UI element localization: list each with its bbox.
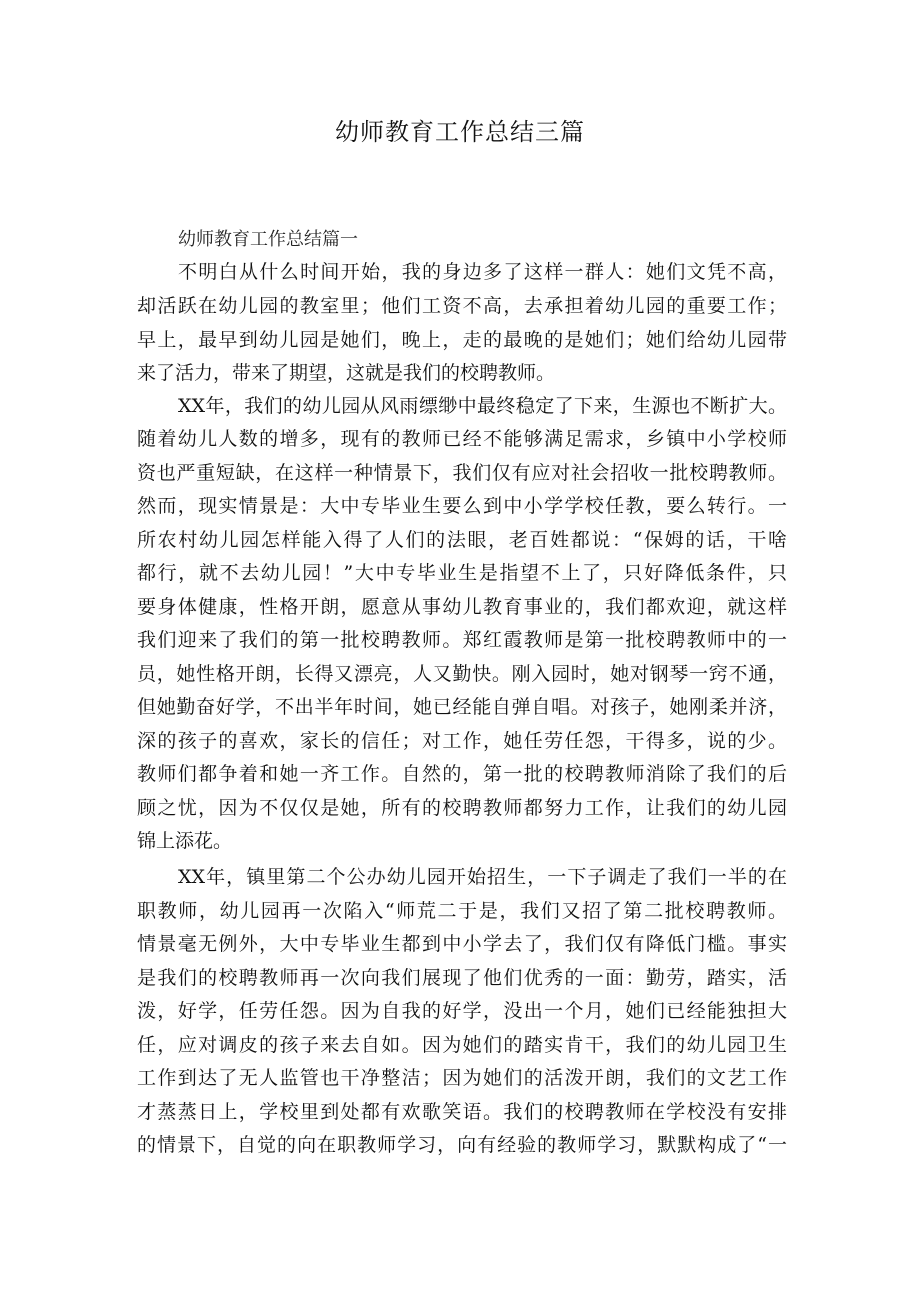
text-line: 早上，最早到幼儿园是她们，晚上，走的最晚的是她们；她们给幼儿园带 (137, 329, 787, 351)
text-line: 工作到达了无人监管也干净整洁；因为她们的活泼开朗，我们的文艺工作 (137, 1067, 787, 1089)
text-line: 不明白从什么时间开始，我的身边多了这样一群人：她们文凭不高， (178, 261, 787, 283)
text-line: 锦上添花。 (137, 830, 233, 852)
text-line: 顾之忧，因为不仅仅是她，所有的校聘教师都努力工作，让我们的幼儿园 (137, 797, 787, 819)
text-line: 职教师，幼儿园再一次陷入“师荒二于是，我们又招了第二批校聘教师。 (137, 900, 787, 922)
section-title: 幼师教育工作总结篇一 (178, 229, 358, 250)
text-line: 随着幼儿人数的增多，现有的教师已经不能够满足需求，乡镇中小学校师 (137, 428, 787, 450)
text-line: 是我们的校聘教师再一次向我们展现了他们优秀的一面：勤劳，踏实，活 (137, 967, 787, 989)
text-line: 却活跃在幼儿园的教室里；他们工资不高，去承担着幼儿园的重要工作； (137, 295, 787, 317)
text-line: 的情景下，自觉的向在职教师学习，向有经验的教师学习，默默构成了“一 (137, 1134, 787, 1156)
text-line: 但她勤奋好学，不出半年时间，她已经能自弹自唱。对孩子，她刚柔并济， (137, 696, 787, 718)
text-line: 教师们都争着和她一齐工作。自然的，第一批的校聘教师消除了我们的后 (137, 763, 787, 785)
text-line: 员，她性格开朗，长得又漂亮，人又勤快。刚入园时，她对钢琴一窍不通， (137, 663, 787, 685)
text-line: 都行，就不去幼儿园！”大中专毕业生是指望不上了，只好降低条件，只 (137, 562, 787, 584)
text-line: 所农村幼儿园怎样能入得了人们的法眼，老百姓都说：“保姆的话，干啥 (137, 529, 787, 551)
text-line: 情景毫无例外，大中专毕业生都到中小学去了，我们仅有降低门槛。事实 (137, 933, 787, 955)
text-line: 深的孩子的喜欢，家长的信任；对工作，她任劳任怨，干得多，说的少。 (137, 730, 787, 752)
text-line: XX年，镇里第二个公办幼儿园开始招生，一下子调走了我们一半的在 (178, 866, 787, 888)
text-line: 资也严重短缺，在这样一种情景下，我们仅有应对社会招收一批校聘教师。 (137, 462, 787, 484)
text-line: 来了活力，带来了期望，这就是我们的校聘教师。 (137, 362, 556, 384)
text-line: XX年，我们的幼儿园从风雨缥缈中最终稳定了下来，生源也不断扩大。 (178, 395, 787, 417)
text-line: 才蒸蒸日上，学校里到处都有欢歌笑语。我们的校聘教师在学校没有安排 (137, 1101, 787, 1123)
text-line: 要身体健康，性格开朗，愿意从事幼儿教育事业的，我们都欢迎，就这样 (137, 596, 787, 618)
document-title: 幼师教育工作总结三篇 (335, 118, 585, 146)
text-line: 然而，现实情景是：大中专毕业生要么到中小学学校任教，要么转行。一 (137, 495, 787, 517)
text-line: 我们迎来了我们的第一批校聘教师。郑红霞教师是第一批校聘教师中的一 (137, 629, 787, 651)
text-line: 泼，好学，任劳任怨。因为自我的好学，没出一个月，她们已经能独担大 (137, 1000, 787, 1022)
text-line: 任，应对调皮的孩子来去自如。因为她们的踏实肯干，我们的幼儿园卫生 (137, 1034, 787, 1056)
